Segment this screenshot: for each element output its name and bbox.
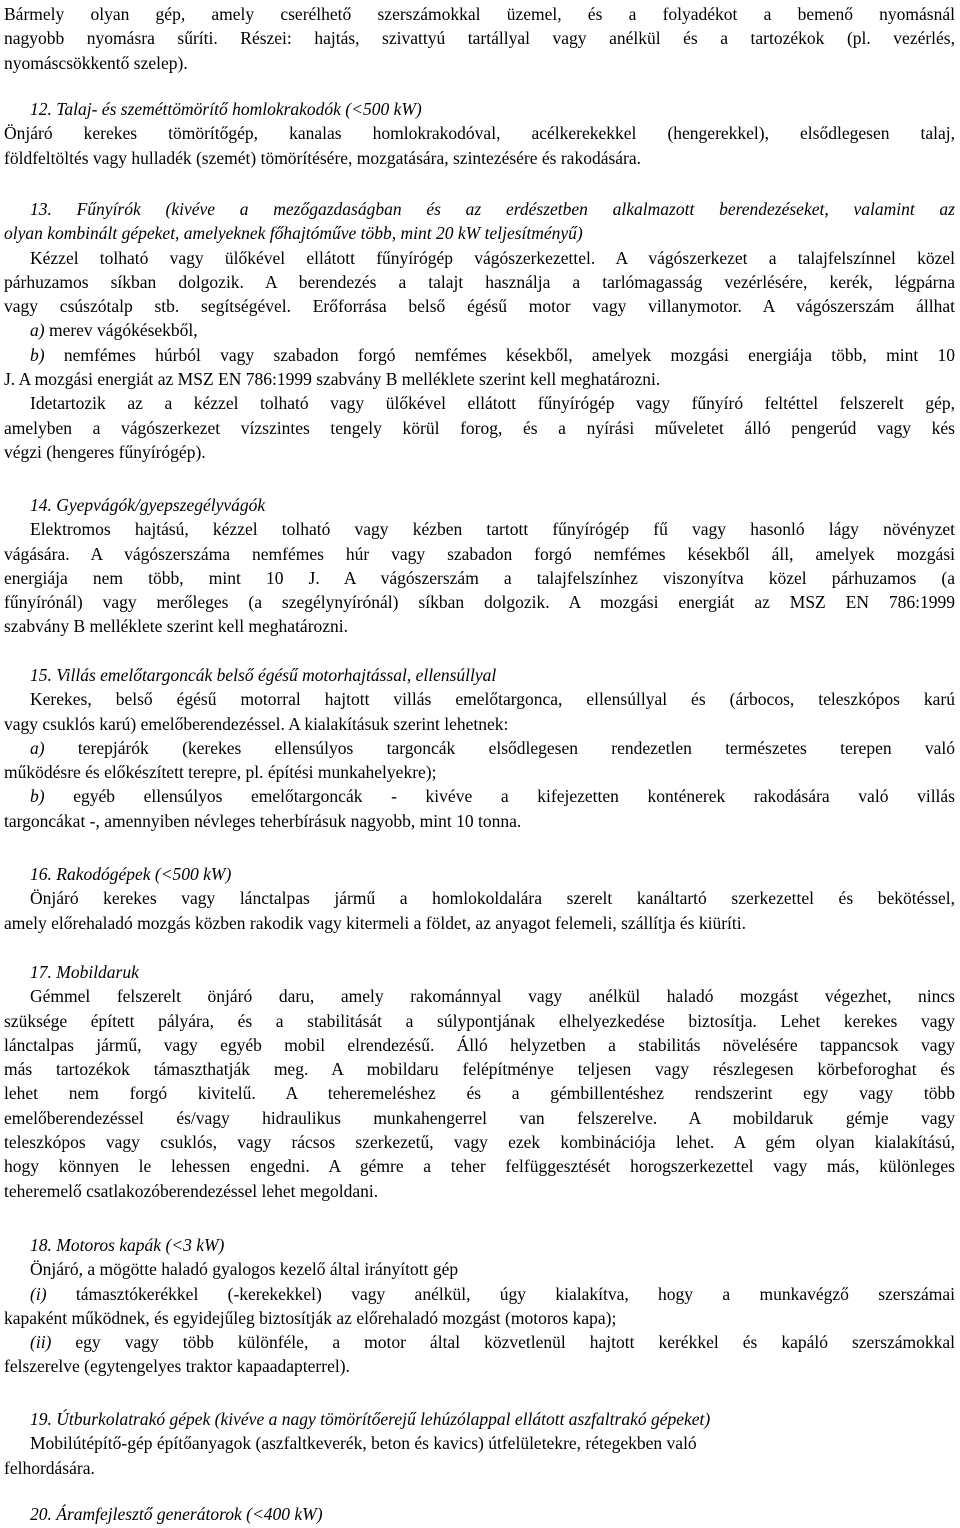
text-line: felhordására. — [4, 1457, 95, 1478]
text-line: szüksége épített pályára, és a stabilitását a súlypontjának elhelyezkedése biztosítja. Lehet kerekes vagy — [4, 1010, 955, 1031]
text-line: felszerelve (egytengelyes traktor kapaadapterrel). — [4, 1356, 350, 1377]
text-line: Önjáró kerekes vagy lánctalpas jármű a homlokoldalára szerelt kanáltartó szerkezettel és bekötéssel, — [30, 888, 955, 909]
text-line: Gémmel felszerelt önjáró daru, amely rakománnyal vagy anélkül haladó mozgást végezhet, nincs — [30, 986, 955, 1007]
list-item — [4, 736, 955, 760]
section-18 — [4, 1233, 955, 1379]
list-item-text: merev vágókésekből, — [44, 320, 198, 341]
section-17 — [4, 960, 955, 1203]
text-line: lehet nem forgó kivitelű. A teheremeléshez és a gémbillentéshez rendszerint egy vagy több — [4, 1083, 955, 1104]
section-heading: 19. Útburkolatrakó gépek (kivéve a nagy tömörítőerejű lehúzólappal ellátott aszfaltrakó gépeket) — [30, 1409, 711, 1429]
list-marker: a) — [30, 320, 45, 341]
section-heading: 16. Rakodógépek (<500 kW) — [30, 864, 232, 884]
text-line: Elektromos hajtású, kézzel tolható vagy kézben tartott fűnyírógép fű vagy hasonló lágy növényzet — [30, 519, 955, 540]
section-13 — [4, 197, 955, 464]
text-line: működésre és előkészített terepre, pl. építési munkahelyekre); — [4, 762, 437, 783]
section-19 — [4, 1407, 955, 1480]
section-16 — [4, 862, 955, 935]
text-line: hogy könnyen le lehessen engedni. A gémre a teher felfüggesztését horogszerkezettel vagy más, különleges — [4, 1156, 955, 1177]
list-marker: b) — [30, 786, 45, 807]
text-line: vagy csúszótalp stb. segítségével. Erőforrása belső égésű motor vagy villanymotor. A vágószerszám állhat — [4, 296, 955, 317]
list-marker: (ii) — [30, 1332, 52, 1353]
section-12 — [4, 97, 955, 170]
list-item-text: egyéb ellensúlyos emelőtargoncák - kivéve a kifejezetten konténerek rakodására való villás — [44, 786, 955, 807]
text-line: kapaként működnek, és egyidejűleg biztosítják az előrehaladó mozgást (motoros kapa); — [4, 1307, 617, 1328]
list-item — [4, 343, 955, 367]
text-line: amelyben a vágószerkezet vízszintes tengely körül forog, és a nyírási műveletet álló pengerúd vagy kés — [4, 417, 955, 438]
text-line: fűnyírónál) vagy merőleges (a szegélynyírónál) síkban dolgozik. A mozgási energiát az MSZ EN 786:1999 — [4, 592, 955, 613]
section-heading: 12. Talaj- és szeméttömörítő homlokrakodók (<500 kW) — [30, 99, 422, 119]
text-line: teheremelő csatlakozóberendezéssel lehet megoldani. — [4, 1180, 379, 1201]
list-marker: b) — [30, 344, 45, 365]
text-line: szabvány B melléklete szerint kell meghatározni. — [4, 616, 349, 637]
text-line: targoncákat -, amennyiben névleges teherbírásuk nagyobb, mint 10 tonna. — [4, 810, 522, 831]
text-line: végzi (hengeres fűnyírógép). — [4, 441, 206, 462]
text-line: Önjáró kerekes tömörítőgép, kanalas homlokrakodóval, acélkerekekkel (hengerekkel), elsődlegesen talaj, — [4, 123, 955, 144]
list-item — [4, 1330, 955, 1354]
list-item — [4, 318, 955, 342]
text-line: Idetartozik az a kézzel tolható vagy ülőkével ellátott fűnyírógép vagy fűnyíró feltéttel felszerelt gép, — [30, 393, 955, 414]
section-heading: 13. Fűnyírók (kivéve a mezőgazdaságban és az erdészetben alkalmazott berendezéseket, valamint az — [30, 199, 955, 219]
section-20 — [4, 1502, 955, 1526]
text-line: Mobilútépítő-gép építőanyagok (aszfaltkeverék, beton és kavics) útfelületekre, rétegekben való — [30, 1433, 697, 1454]
list-item — [4, 784, 955, 808]
text-line: nagyobb nyomásra sűríti. Részei: hajtás, szivattyú tartállyal vagy anélkül és a tartozékok (pl. vezérlés, — [4, 28, 955, 49]
intro-paragraph — [4, 2, 955, 75]
list-item-text: egy vagy több különféle, a motor által közvetlenül hajtott kerékkel és kapáló szerszámokkal — [51, 1332, 955, 1353]
text-line: párhuzamos síkban dolgozik. A berendezés a talajt használja a tarlómagasság vezérlésére, kerék, légpárna — [4, 271, 955, 292]
list-item — [4, 1282, 955, 1306]
list-marker: (i) — [30, 1283, 47, 1304]
list-item-text: támasztókerékkel (-kerekekkel) vagy anélkül, úgy kialakítva, hogy a munkavégző szerszámai — [46, 1283, 955, 1304]
section-14 — [4, 493, 955, 639]
section-heading: 17. Mobildaruk — [30, 962, 139, 982]
text-line: Önjáró, a mögötte haladó gyalogos kezelő által irányított gép — [30, 1259, 459, 1280]
section-heading: olyan kombinált gépeket, amelyeknek főhajtóműve több, mint 20 kW teljesítményű) — [4, 223, 583, 244]
list-item-text: terepjárók (kerekes ellensúlyos targoncák elsődlegesen rendezetlen természetes terepen való — [44, 737, 955, 758]
text-line: nyomáscsökkentő szelep). — [4, 52, 188, 73]
section-heading: 15. Villás emelőtargoncák belső égésű motorhajtással, ellensúllyal — [30, 665, 497, 685]
text-line: energiája nem több, mint 10 J. A vágószerszám a talajfelszínhez viszonyítva közel párhuzamos (a — [4, 567, 955, 588]
section-15 — [4, 663, 955, 833]
text-line: földfeltöltés vagy hulladék (szemét) tömörítésére, mozgatására, szintezésére és rakodására. — [4, 147, 642, 168]
section-heading: 20. Áramfejlesztő generátorok (<400 kW) — [30, 1504, 323, 1524]
section-heading: 18. Motoros kapák (<3 kW) — [30, 1235, 225, 1255]
section-heading: 14. Gyepvágók/gyepszegélyvágók — [30, 495, 266, 515]
text-line: lánctalpas jármű, vagy egyéb mobil elrendezésű. Álló helyzetben a stabilitás növelésére tappancsok vagy — [4, 1034, 955, 1055]
text-line: J. A mozgási energiát az MSZ EN 786:1999 szabvány B melléklete szerint kell meghatározni. — [4, 369, 661, 390]
text-line: vágására. A vágószerszáma nemfémes húr vagy szabadon forgó nemfémes késekből áll, amelyek mozgási — [4, 543, 955, 564]
text-line: Kézzel tolható vagy ülőkével ellátott fűnyírógép vágószerkezettel. A vágószerkezet a talajfelszínnel közel — [30, 247, 955, 268]
text-line: Kerekes, belső égésű motorral hajtott villás emelőtargonca, ellensúllyal és (árbocos, teleszkópos karú — [30, 689, 955, 710]
list-item-text: nemfémes húrból vagy szabadon forgó nemfémes késekből, amelyek mozgási energiája több, mint 10 — [44, 344, 955, 365]
text-line: teleszkópos vagy csuklós, vagy rácsos szerkezetű, vagy ezek kombinációja lehet. A gém olyan kialakítású, — [4, 1132, 955, 1153]
text-line: más tartozékok támaszthatják meg. A mobildaru felépítménye teljesen vagy részlegesen körbeforoghat és — [4, 1059, 955, 1080]
text-line: amely előrehaladó mozgás közben rakodik vagy kitermeli a földet, az anyagot felemeli, szállítja és kiüríti. — [4, 912, 747, 933]
text-line: emelőberendezéssel és/vagy hidraulikus munkahengerrel van felszerelve. A mobildaruk gémje vagy — [4, 1107, 955, 1128]
text-line: Bármely olyan gép, amely cserélhető szerszámokkal üzemel, és a folyadékot a bemenő nyomásnál — [4, 4, 955, 24]
list-marker: a) — [30, 737, 45, 758]
text-line: vagy csuklós karú) emelőberendezéssel. A kialakításuk szerint lehetnek: — [4, 713, 509, 734]
